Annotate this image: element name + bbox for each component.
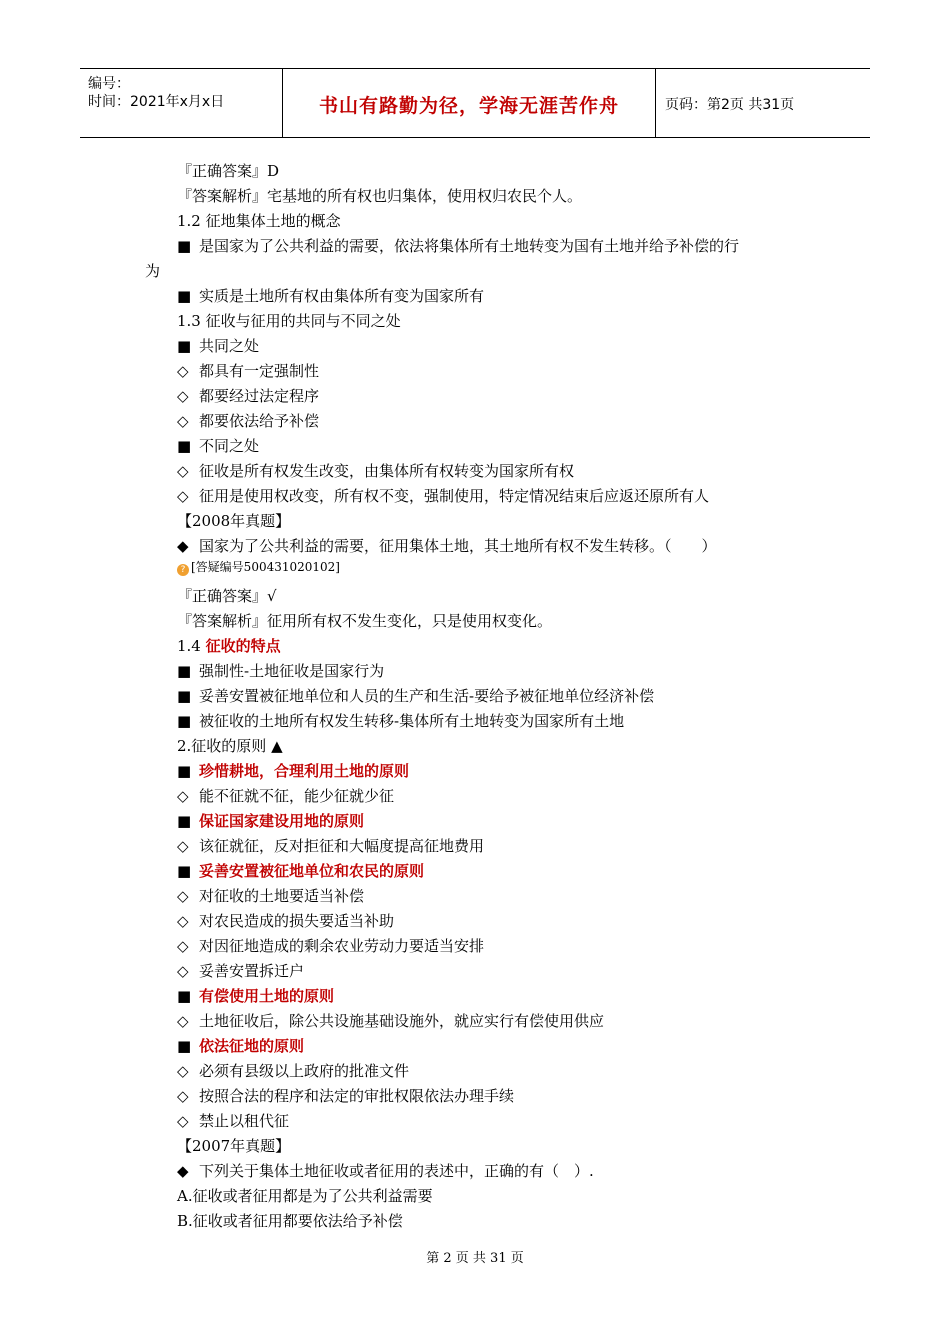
section-heading: 1.3 征收与征用的共同与不同之处	[177, 312, 401, 330]
principle-item	[177, 1036, 304, 1056]
diamond-bullet-icon: ◇	[177, 362, 189, 380]
section-title: 征收的特点	[205, 637, 281, 655]
bullet-text: 征用是使用权改变，所有权不变，强制使用，特定情况结束后应返还原所有人	[199, 487, 710, 505]
square-bullet-icon: ■	[177, 762, 192, 780]
principle-title: 珍惜耕地，合理利用土地的原则	[199, 762, 410, 780]
document-code-label: 编号：	[88, 76, 130, 92]
square-bullet-icon: ■	[177, 862, 192, 880]
principle-title: 妥善安置被征地单位和农民的原则	[199, 862, 425, 880]
exam-year-heading: 【2008年真题】	[177, 512, 291, 530]
sub-bullet-item	[177, 1061, 409, 1081]
diamond-bullet-icon: ◇	[177, 912, 189, 930]
sub-bullet-item	[177, 411, 319, 431]
square-bullet-icon: ■	[177, 687, 192, 705]
bullet-item	[177, 336, 259, 356]
wrapped-text: 为	[145, 262, 161, 280]
section-heading: 2.征收的原则 ▲	[177, 737, 283, 755]
header-motto: 书山有路勤为径，学海无涯苦作舟	[318, 95, 619, 117]
sub-bullet-item	[177, 911, 394, 931]
sub-bullet-item	[177, 836, 484, 856]
header-page-cell	[655, 69, 870, 137]
sub-bullet-item	[177, 886, 364, 906]
sub-bullet-item	[177, 486, 709, 506]
header-info-cell	[80, 69, 282, 137]
principle-title: 依法征地的原则	[199, 1037, 305, 1055]
section-heading	[177, 636, 281, 656]
bullet-item	[177, 686, 654, 706]
question-text: 下列关于集体土地征收或者征用的表述中，正确的有（ ）.	[199, 1162, 594, 1180]
bullet-text: 按照合法的程序和法定的审批权限依法办理手续	[199, 1087, 515, 1105]
answer-line: 『正确答案』√	[177, 587, 277, 605]
principle-title: 保证国家建设用地的原则	[199, 812, 365, 830]
question-item	[177, 1161, 594, 1181]
bullet-text: 不同之处	[199, 437, 260, 455]
square-bullet-icon: ■	[177, 437, 192, 455]
exam-year-heading: 【2007年真题】	[177, 1137, 291, 1155]
sub-bullet-item	[177, 1111, 289, 1131]
diamond-bullet-icon: ◇	[177, 387, 189, 405]
answer-option-a: A.征收或者征用都是为了公共利益需要	[177, 1187, 433, 1205]
bullet-text: 土地征收后，除公共设施基础设施外，就应实行有偿使用供应	[199, 1012, 605, 1030]
diamond-bullet-icon: ◇	[177, 787, 189, 805]
filled-diamond-icon: ◆	[177, 1162, 189, 1180]
header-page-number: 页码：第2页 共31页	[665, 97, 795, 113]
square-bullet-icon: ■	[177, 662, 192, 680]
question-item	[177, 536, 717, 556]
document-date-label: 时间：2021年x月x日	[88, 94, 225, 110]
bullet-text: 强制性-土地征收是国家行为	[199, 662, 385, 680]
bullet-item	[177, 236, 739, 256]
diamond-bullet-icon: ◇	[177, 462, 189, 480]
sub-bullet-item	[177, 1086, 514, 1106]
square-bullet-icon: ■	[177, 812, 192, 830]
principle-item	[177, 811, 364, 831]
sub-bullet-item	[177, 786, 394, 806]
principle-item	[177, 861, 424, 881]
principle-title: 有偿使用土地的原则	[199, 987, 335, 1005]
question-id-line	[177, 557, 340, 577]
square-bullet-icon: ■	[177, 337, 192, 355]
question-help-icon[interactable]: ?	[177, 564, 189, 576]
diamond-bullet-icon: ◇	[177, 962, 189, 980]
sub-bullet-item	[177, 386, 319, 406]
bullet-text: 妥善安置拆迁户	[199, 962, 305, 980]
sub-bullet-item	[177, 461, 574, 481]
sub-bullet-item	[177, 961, 304, 981]
page-footer: 第 2 页 共 31 页	[426, 1251, 524, 1266]
principle-item	[177, 986, 334, 1006]
sub-bullet-item	[177, 1011, 604, 1031]
answer-line: 『正确答案』D	[177, 162, 280, 180]
header-motto-cell	[282, 69, 656, 137]
bullet-text: 被征收的土地所有权发生转移-集体所有土地转变为国家所有土地	[199, 712, 625, 730]
bullet-text: 都要依法给予补偿	[199, 412, 320, 430]
square-bullet-icon: ■	[177, 237, 192, 255]
diamond-bullet-icon: ◇	[177, 412, 189, 430]
bullet-text: 是国家为了公共利益的需要，依法将集体所有土地转变为国有土地并给予补偿的行	[199, 237, 740, 255]
section-heading: 1.2 征地集体土地的概念	[177, 212, 341, 230]
diamond-bullet-icon: ◇	[177, 937, 189, 955]
square-bullet-icon: ■	[177, 712, 192, 730]
question-id: [答疑编号500431020102]	[191, 560, 340, 574]
bullet-item	[177, 436, 259, 456]
answer-option-b: B.征收或者征用都要依法给予补偿	[177, 1212, 403, 1230]
analysis-line: 『答案解析』征用所有权不发生变化，只是使用权变化。	[177, 612, 553, 630]
page-header	[80, 68, 870, 138]
filled-diamond-icon: ◆	[177, 537, 189, 555]
bullet-text: 对农民造成的损失要适当补助	[199, 912, 395, 930]
bullet-text: 实质是土地所有权由集体所有变为国家所有	[199, 287, 485, 305]
square-bullet-icon: ■	[177, 1037, 192, 1055]
bullet-text: 禁止以租代征	[199, 1112, 290, 1130]
bullet-text: 对征收的土地要适当补偿	[199, 887, 365, 905]
bullet-item	[177, 286, 484, 306]
diamond-bullet-icon: ◇	[177, 837, 189, 855]
bullet-text: 都要经过法定程序	[199, 387, 320, 405]
bullet-text: 该征就征，反对拒征和大幅度提高征地费用	[199, 837, 485, 855]
analysis-line: 『答案解析』宅基地的所有权也归集体，使用权归农民个人。	[177, 187, 583, 205]
diamond-bullet-icon: ◇	[177, 887, 189, 905]
section-number: 1.4	[177, 637, 206, 655]
question-text: 国家为了公共利益的需要，征用集体土地，其土地所有权不发生转移。（ ）	[199, 537, 717, 555]
principle-item	[177, 761, 409, 781]
diamond-bullet-icon: ◇	[177, 1062, 189, 1080]
square-bullet-icon: ■	[177, 287, 192, 305]
bullet-item	[177, 711, 624, 731]
sub-bullet-item	[177, 361, 319, 381]
bullet-text: 能不征就不征，能少征就少征	[199, 787, 395, 805]
diamond-bullet-icon: ◇	[177, 487, 189, 505]
bullet-text: 妥善安置被征地单位和人员的生产和生活-要给予被征地单位经济补偿	[199, 687, 655, 705]
bullet-text: 必须有县级以上政府的批准文件	[199, 1062, 410, 1080]
bullet-item	[177, 661, 384, 681]
diamond-bullet-icon: ◇	[177, 1112, 189, 1130]
bullet-text: 征收是所有权发生改变，由集体所有权转变为国家所有权	[199, 462, 575, 480]
square-bullet-icon: ■	[177, 987, 192, 1005]
bullet-text: 对因征地造成的剩余农业劳动力要适当安排	[199, 937, 485, 955]
bullet-text: 都具有一定强制性	[199, 362, 320, 380]
diamond-bullet-icon: ◇	[177, 1012, 189, 1030]
diamond-bullet-icon: ◇	[177, 1087, 189, 1105]
bullet-text: 共同之处	[199, 337, 260, 355]
sub-bullet-item	[177, 936, 484, 956]
